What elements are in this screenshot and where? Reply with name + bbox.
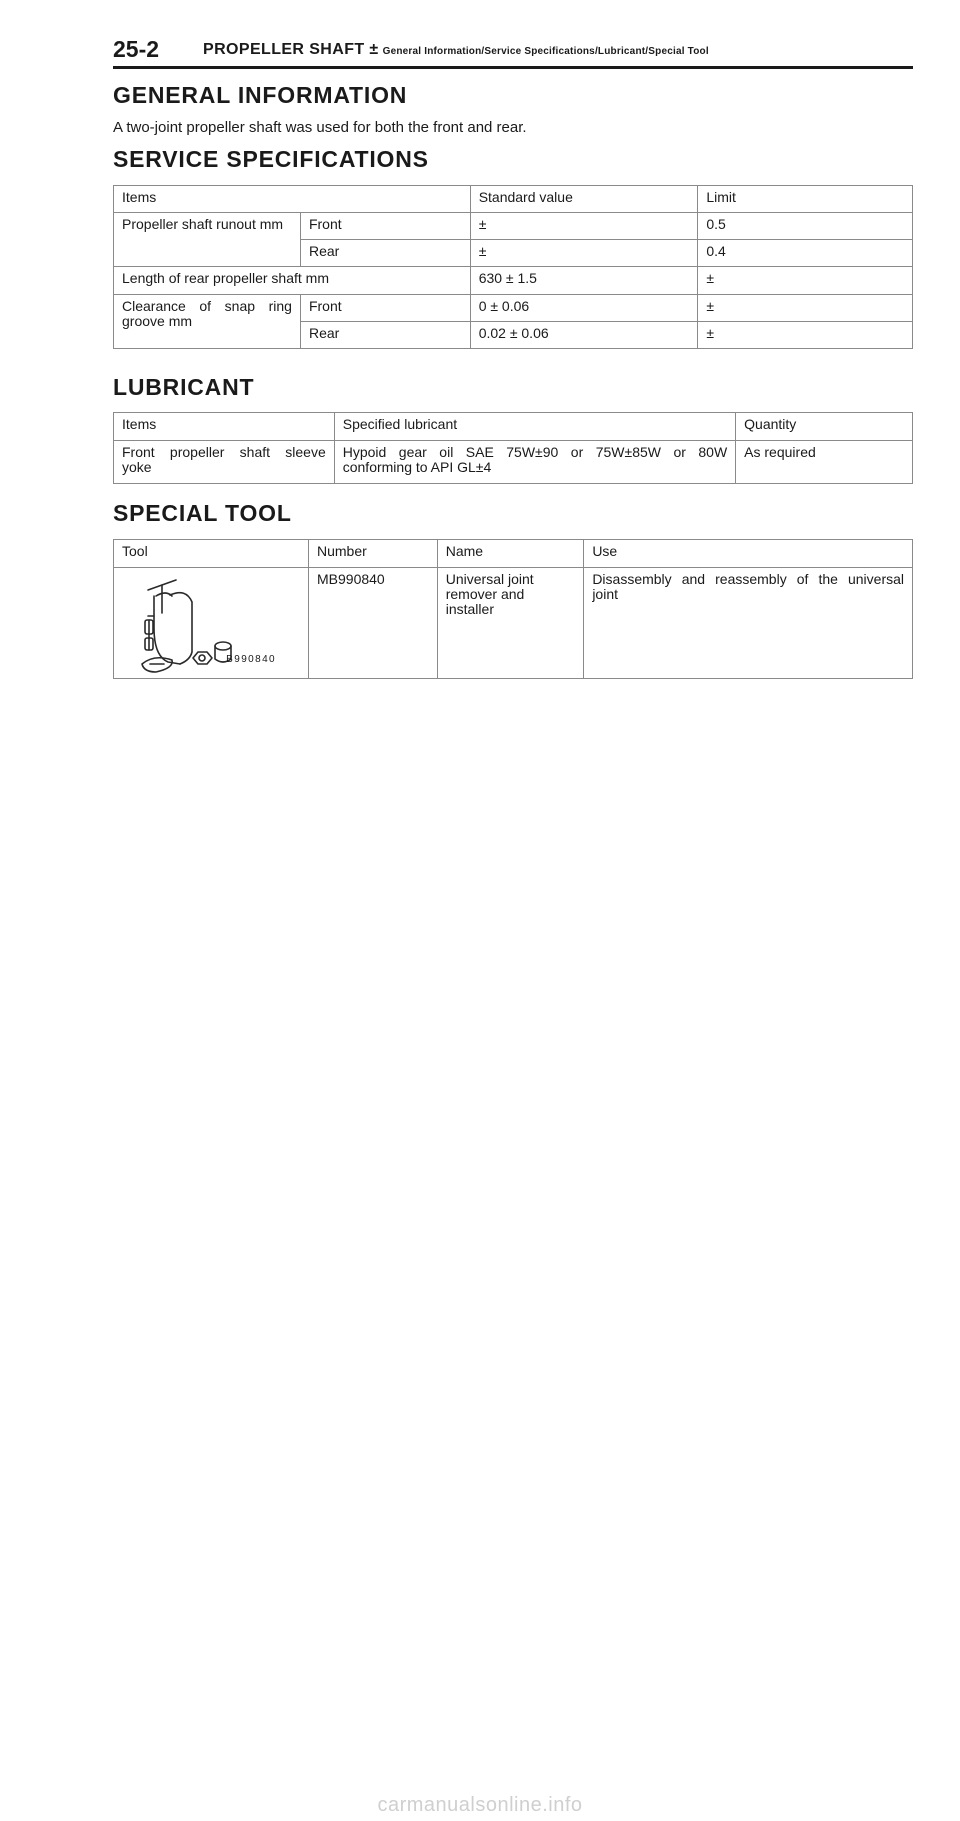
clearance-front-standard: 0 ± 0.06 [470, 295, 698, 322]
length-standard: 630 ± 1.5 [470, 267, 698, 295]
tool-image-cell [114, 568, 309, 679]
table-row [114, 441, 913, 484]
column-header-name: Name [437, 540, 584, 568]
table-row [114, 213, 913, 240]
column-header-tool: Tool [114, 540, 309, 568]
column-header-items: Items [114, 413, 335, 441]
table-header-row [114, 413, 913, 441]
page-header [113, 34, 913, 70]
universal-joint-tool-icon [114, 568, 308, 678]
clearance-label [114, 295, 301, 349]
general-information-heading: GENERAL INFORMATION [113, 82, 408, 108]
tool-name-line: Universal joint [445, 571, 534, 587]
runout-front-sub: Front [300, 213, 470, 240]
lubricant-spec [334, 441, 735, 484]
table-header-row [114, 186, 913, 213]
section-subtitle: General Information/Service Specifications/Lubricant/Special Tool [382, 46, 709, 57]
tool-name [437, 568, 584, 679]
column-header-quantity: Quantity [736, 413, 913, 441]
page-number: 25-2 [113, 36, 160, 62]
runout-front-standard: ± [470, 213, 698, 240]
tool-code-label: B990840 [226, 654, 276, 665]
section-title [203, 41, 709, 59]
service-specifications-table [113, 185, 913, 349]
watermark-footer: carmanualsonline.info [377, 1794, 583, 1816]
lubricant-quantity: As required [736, 441, 913, 484]
table-row [114, 267, 913, 295]
lubricant-item [114, 441, 335, 484]
lubricant-spec-line2: conforming to API GL±4 [342, 459, 492, 475]
column-header-use: Use [584, 540, 913, 568]
table-row [114, 568, 913, 679]
tool-number: MB990840 [309, 568, 438, 679]
tool-use [584, 568, 913, 679]
runout-label: Propeller shaft runout mm [114, 213, 301, 267]
service-specifications-heading: SERVICE SPECIFICATIONS [113, 146, 429, 172]
clearance-front-sub: Front [300, 295, 470, 322]
clearance-rear-limit: ± [698, 322, 913, 349]
tool-use-line1: Disassembly and reassembly of the universal [592, 571, 904, 587]
column-header-number: Number [309, 540, 438, 568]
special-tool-heading: SPECIAL TOOL [113, 500, 292, 526]
column-header-items: Items [114, 186, 471, 213]
clearance-front-limit: ± [698, 295, 913, 322]
table-row [114, 295, 913, 322]
clearance-rear-sub: Rear [300, 322, 470, 349]
clearance-label-line2: groove mm [122, 313, 193, 329]
column-header-standard: Standard value [470, 186, 698, 213]
lubricant-spec-line1: Hypoid gear oil SAE 75W±90 or 75W±85W or 80W [342, 444, 728, 460]
column-header-lubricant: Specified lubricant [334, 413, 735, 441]
tool-name-line: installer [445, 601, 494, 617]
runout-rear-sub: Rear [300, 240, 470, 267]
runout-front-limit: 0.5 [698, 213, 913, 240]
length-limit: ± [698, 267, 913, 295]
tool-name-line: remover and [445, 586, 525, 602]
lubricant-item-line1: Front propeller shaft sleeve [122, 444, 326, 460]
runout-rear-standard: ± [470, 240, 698, 267]
lubricant-item-line2: yoke [122, 459, 152, 475]
length-label: Length of rear propeller shaft mm [114, 267, 471, 295]
clearance-label-line1: Clearance of snap ring [122, 298, 292, 314]
header-rule [113, 66, 913, 69]
special-tool-table [113, 539, 913, 679]
lubricant-table [113, 412, 913, 484]
clearance-rear-standard: 0.02 ± 0.06 [470, 322, 698, 349]
column-header-limit: Limit [698, 186, 913, 213]
lubricant-heading: LUBRICANT [113, 374, 255, 400]
section-title-text: PROPELLER SHAFT ± [203, 41, 379, 58]
tool-use-line2: joint [592, 586, 618, 602]
runout-rear-limit: 0.4 [698, 240, 913, 267]
general-information-text: A two-joint propeller shaft was used for both the front and rear. [113, 119, 527, 136]
table-header-row [114, 540, 913, 568]
